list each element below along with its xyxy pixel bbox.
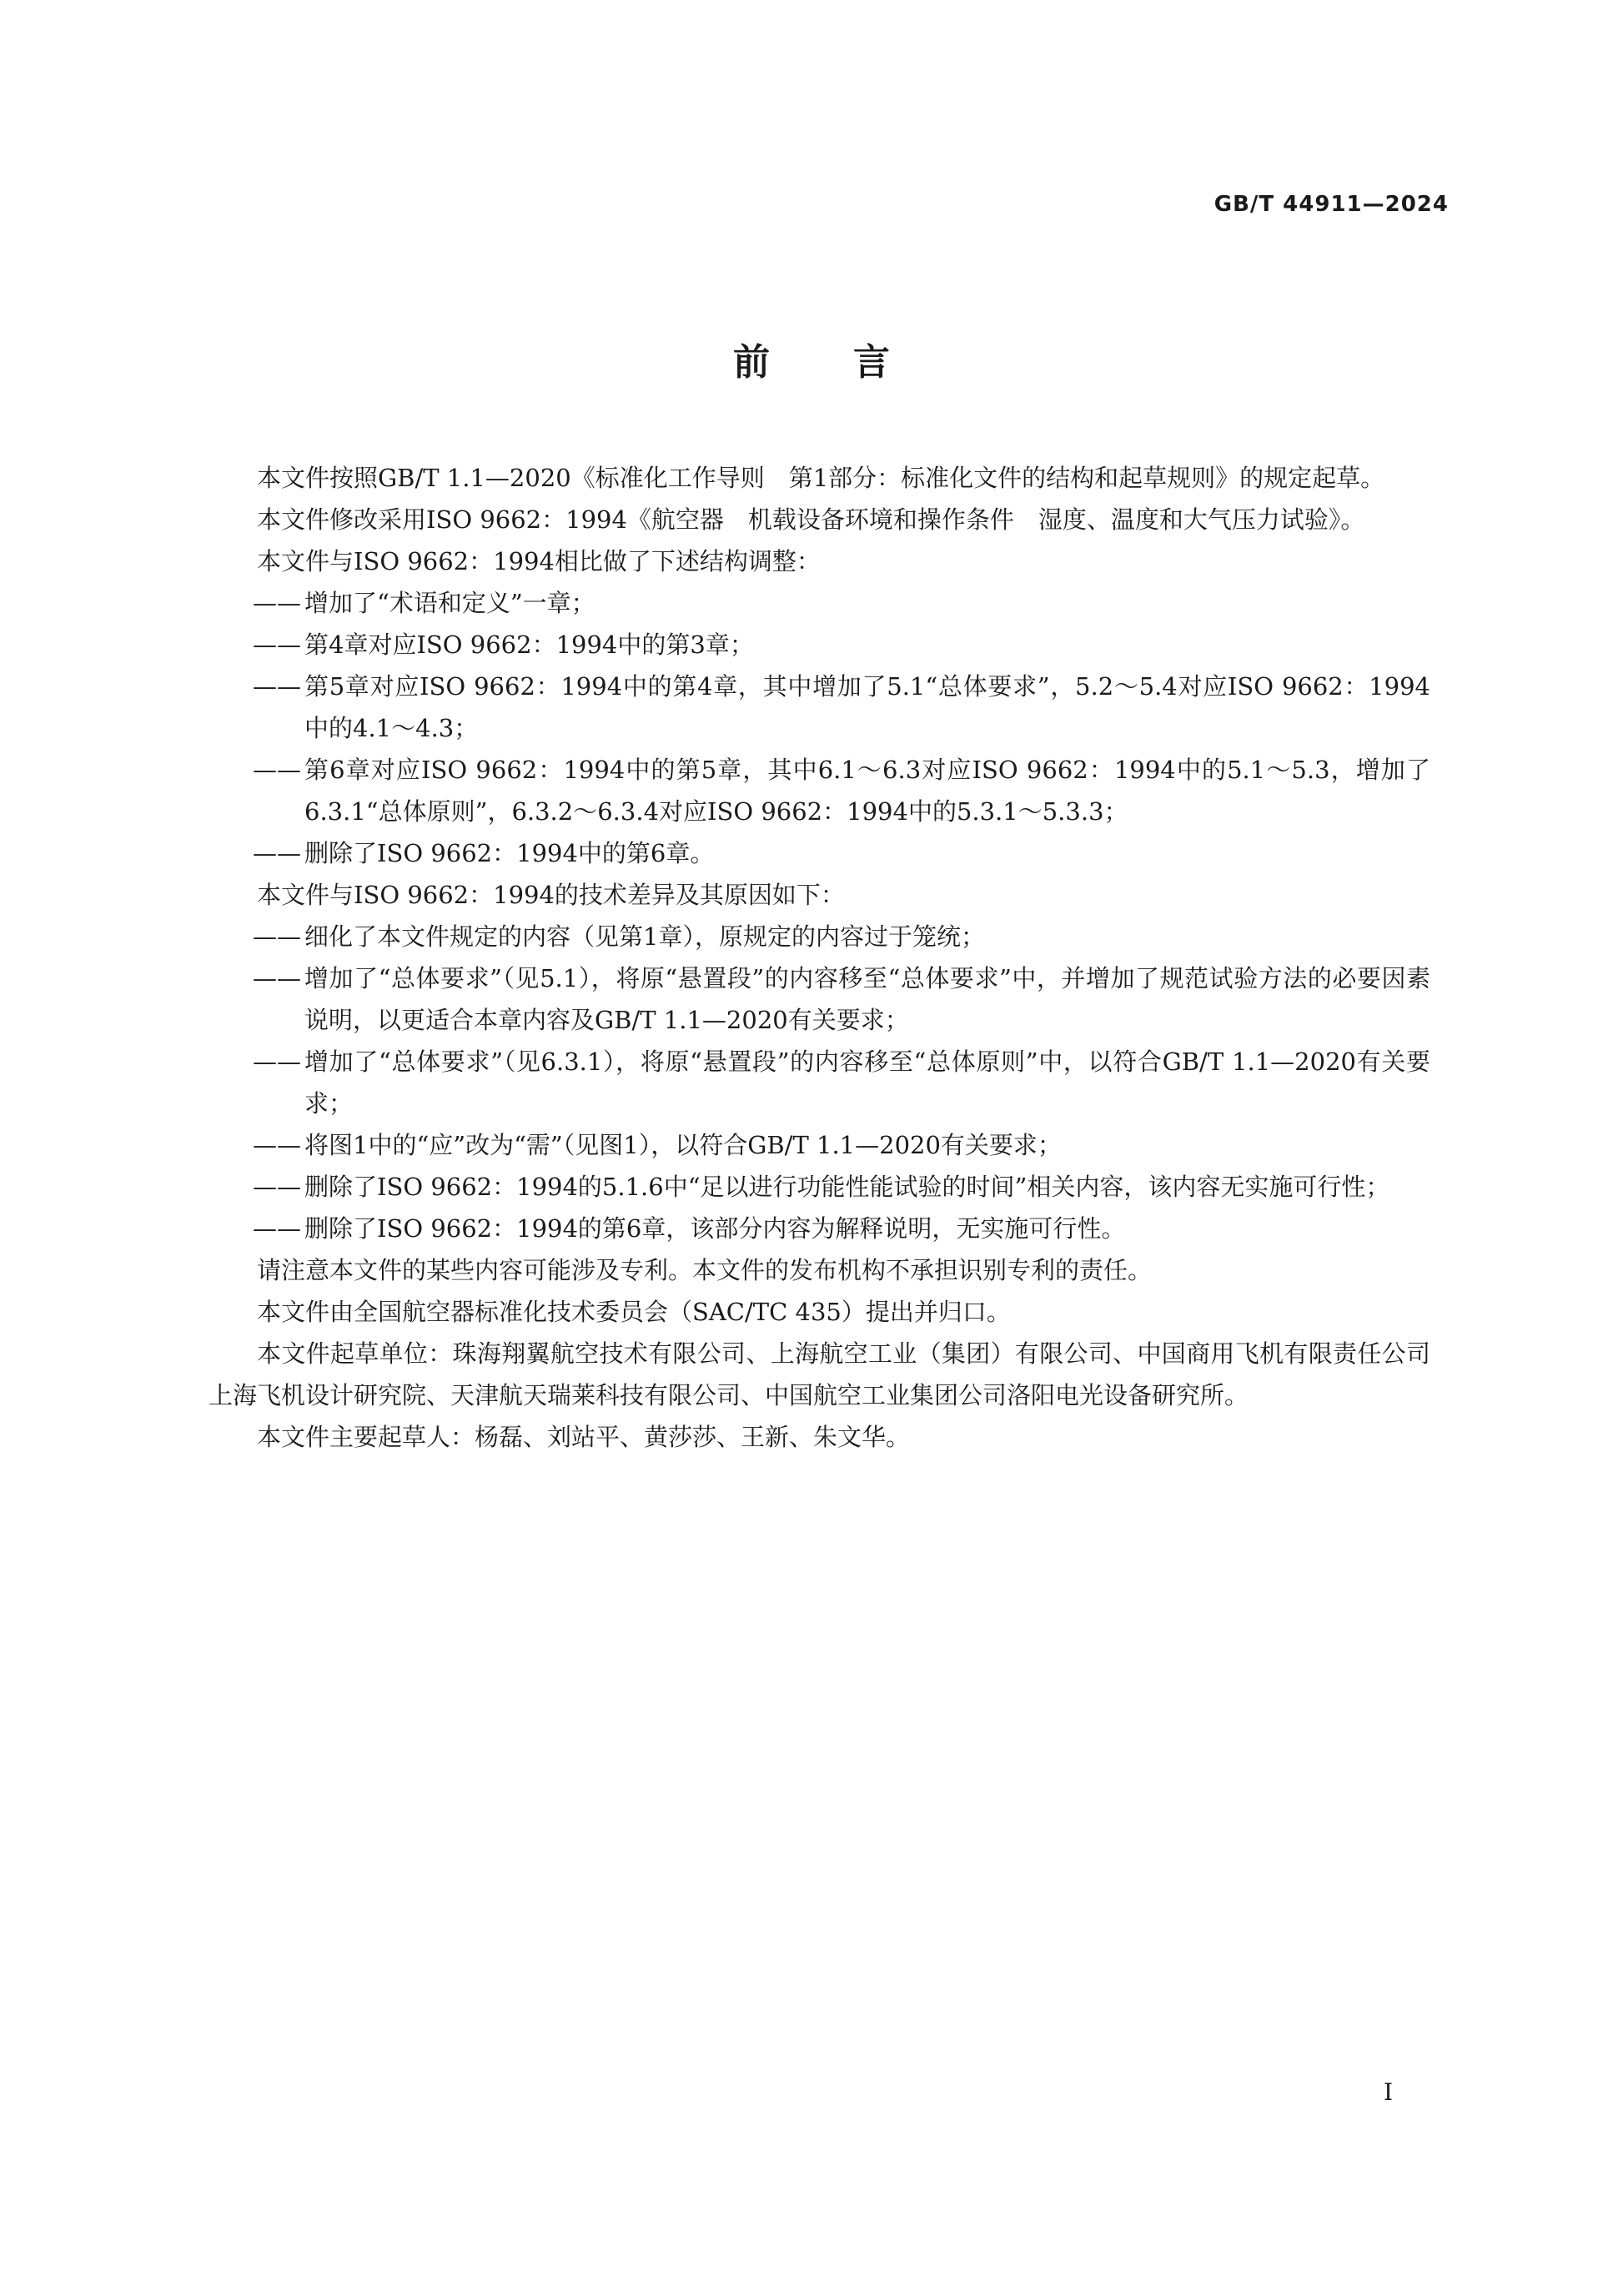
paragraph-structure-intro: 本文件与ISO 9662：1994相比做了下述结构调整： xyxy=(257,547,821,575)
list-item xyxy=(209,957,1430,1041)
list-item xyxy=(209,916,1430,957)
paragraph-drafting-units: 本文件起草单位：珠海翔翼航空技术有限公司、上海航空工业（集团）有限公司、中国商用飞机有限责任公司上海飞机设计研究院、天津航天瑞莱科技有限公司、中国航空工业集团公司洛阳电光设备研究所。 xyxy=(209,1339,1430,1409)
technical-differences-list xyxy=(209,916,1430,1249)
standard-number: GB/T 44911—2024 xyxy=(1213,192,1449,217)
list-item-text: 第4章对应ISO 9662：1994中的第3章； xyxy=(304,631,754,659)
paragraph-drafters: 本文件主要起草人：杨磊、刘站平、黄莎莎、王新、朱文华。 xyxy=(257,1423,911,1451)
list-dash: —— xyxy=(253,589,301,617)
page-number: I xyxy=(1383,2078,1393,2106)
list-item-text: 增加了“总体要求”（见5.1），将原“悬置段”的内容移至“总体要求”中，并增加了规范试验方法的必要因素说明，以更适合本章内容及GB/T 1.1—2020有关要求； xyxy=(304,964,1430,1034)
list-item xyxy=(209,749,1430,832)
list-item xyxy=(209,666,1430,749)
structure-changes-list xyxy=(209,582,1430,874)
list-item-text: 第6章对应ISO 9662：1994中的第5章，其中6.1～6.3对应ISO 9662：1994中的5.1～5.3，增加了6.3.1“总体原则”，6.3.2～6.3.4对应ISO 9662：1994中的5.3.1～5.3.3； xyxy=(304,756,1430,826)
list-item-text: 将图1中的“应”改为“需”（见图1），以符合GB/T 1.1—2020有关要求； xyxy=(304,1131,1062,1159)
list-dash: —— xyxy=(253,922,301,951)
foreword-body xyxy=(209,457,1430,1458)
page-title: 前言 xyxy=(733,341,973,384)
list-item xyxy=(209,1041,1430,1124)
list-item-text: 增加了“术语和定义”一章； xyxy=(304,589,595,617)
list-dash: —— xyxy=(253,1131,301,1159)
list-item-text: 细化了本文件规定的内容（见第1章），原规定的内容过于笼统； xyxy=(304,922,985,951)
list-dash: —— xyxy=(253,1048,301,1076)
list-item xyxy=(209,832,1430,874)
paragraph-patent-notice: 请注意本文件的某些内容可能涉及专利。本文件的发布机构不承担识别专利的责任。 xyxy=(257,1256,1153,1284)
list-dash: —— xyxy=(253,1173,301,1201)
list-item-text: 第5章对应ISO 9662：1994中的第4章，其中增加了5.1“总体要求”，5.2～5.4对应ISO 9662：1994中的4.1～4.3； xyxy=(304,672,1430,742)
paragraph-proposer: 本文件由全国航空器标准化技术委员会（SAC/TC 435）提出并归口。 xyxy=(257,1298,1011,1326)
list-item-text: 删除了ISO 9662：1994的第6章，该部分内容为解释说明，无实施可行性。 xyxy=(304,1214,1126,1243)
list-item xyxy=(209,582,1430,624)
paragraph-differences-intro: 本文件与ISO 9662：1994的技术差异及其原因如下： xyxy=(257,881,845,909)
list-item-text: 删除了ISO 9662：1994的5.1.6中“足以进行功能性能试验的时间”相关内容，该内容无实施可行性； xyxy=(304,1173,1390,1201)
list-item-text: 删除了ISO 9662：1994中的第6章。 xyxy=(304,839,715,867)
list-dash: —— xyxy=(253,964,301,992)
paragraph-adoption: 本文件修改采用ISO 9662：1994《航空器 机载设备环境和操作条件 湿度、温度和大气压力试验》。 xyxy=(257,505,1365,534)
list-item xyxy=(209,624,1430,666)
list-dash: —— xyxy=(253,1214,301,1243)
list-dash: —— xyxy=(253,672,301,701)
list-item xyxy=(209,1124,1430,1166)
list-dash: —— xyxy=(253,839,301,867)
list-item xyxy=(209,1166,1430,1208)
list-dash: —— xyxy=(253,756,301,784)
paragraph-drafting-rules: 本文件按照GB/T 1.1—2020《标准化工作导则 第1部分：标准化文件的结构和起草规则》的规定起草。 xyxy=(257,464,1385,492)
list-dash: —— xyxy=(253,631,301,659)
list-item-text: 增加了“总体要求”（见6.3.1），将原“悬置段”的内容移至“总体原则”中，以符合GB/T 1.1—2020有关要求； xyxy=(304,1048,1430,1118)
list-item xyxy=(209,1208,1430,1249)
